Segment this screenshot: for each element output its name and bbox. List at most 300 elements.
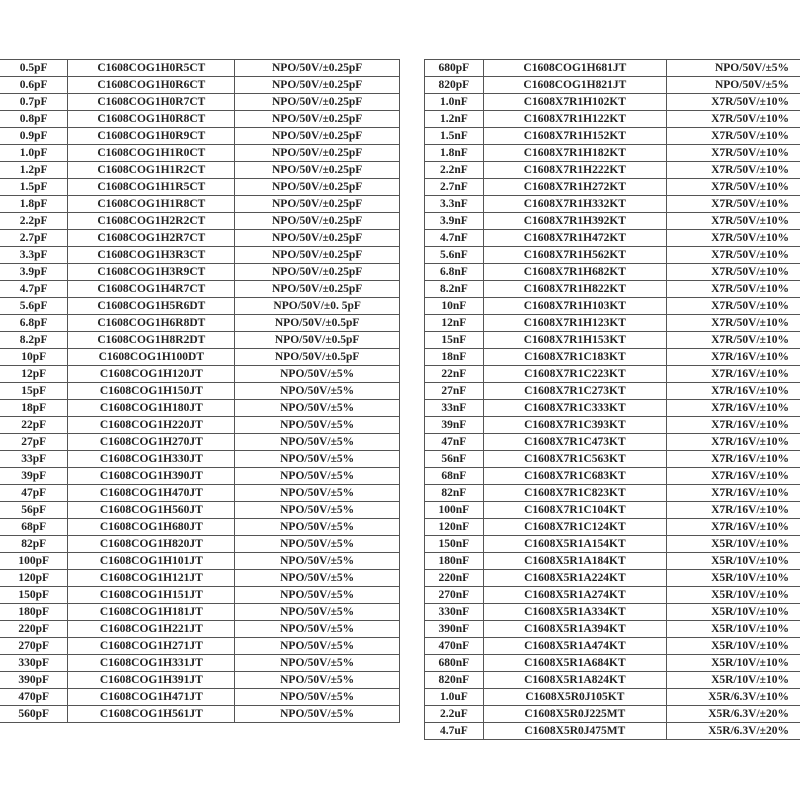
table-row — [0, 706, 400, 723]
spec-cell: X7R/16V/±10% — [667, 417, 800, 434]
capacitance-cell: 1.2pF — [0, 162, 68, 179]
capacitance-cell: 2.2pF — [0, 213, 68, 230]
capacitance-cell: 1.5nF — [425, 128, 484, 145]
capacitance-cell: 100pF — [0, 553, 68, 570]
spec-cell: NPO/50V/±5% — [235, 706, 400, 723]
table-row — [0, 417, 400, 434]
spec-cell: NPO/50V/±5% — [235, 570, 400, 587]
part-number-cell: C1608X5R1A474KT — [483, 638, 666, 655]
table-row — [425, 315, 800, 332]
part-number-cell: C1608COG1H4R7CT — [68, 281, 235, 298]
spec-cell: NPO/50V/±5% — [235, 672, 400, 689]
capacitance-cell: 33pF — [0, 451, 68, 468]
spec-cell: X5R/10V/±10% — [667, 604, 800, 621]
spec-cell: NPO/50V/±5% — [667, 77, 800, 94]
part-number-cell: C1608COG1H561JT — [68, 706, 235, 723]
capacitance-cell: 5.6pF — [0, 298, 68, 315]
table-row — [0, 77, 400, 94]
capacitance-cell: 22pF — [0, 417, 68, 434]
table-row — [0, 247, 400, 264]
capacitance-cell: 10nF — [425, 298, 484, 315]
spec-cell: NPO/50V/±0.5pF — [235, 349, 400, 366]
capacitance-cell: 4.7uF — [425, 723, 484, 740]
part-number-cell: C1608X7R1H152KT — [483, 128, 666, 145]
table-row — [0, 60, 400, 77]
capacitance-cell: 22nF — [425, 366, 484, 383]
table-row — [425, 587, 800, 604]
part-number-cell: C1608COG1H270JT — [68, 434, 235, 451]
part-number-cell: C1608COG1H120JT — [68, 366, 235, 383]
capacitance-cell: 120pF — [0, 570, 68, 587]
capacitance-cell: 39pF — [0, 468, 68, 485]
part-number-cell: C1608COG1H121JT — [68, 570, 235, 587]
part-number-cell: C1608COG1H0R7CT — [68, 94, 235, 111]
table-row — [425, 298, 800, 315]
spec-cell: NPO/50V/±0.25pF — [235, 247, 400, 264]
spec-cell: NPO/50V/±5% — [235, 468, 400, 485]
capacitance-cell: 12nF — [425, 315, 484, 332]
table-row — [425, 689, 800, 706]
table-row — [425, 349, 800, 366]
spec-cell: NPO/50V/±0.25pF — [235, 77, 400, 94]
part-number-cell: C1608X5R1A154KT — [483, 536, 666, 553]
capacitance-cell: 1.0nF — [425, 94, 484, 111]
table-row — [425, 638, 800, 655]
capacitance-cell: 470nF — [425, 638, 484, 655]
table-row — [425, 519, 800, 536]
part-number-cell: C1608X5R1A824KT — [483, 672, 666, 689]
part-number-cell: C1608X7R1C104KT — [483, 502, 666, 519]
capacitance-cell: 270pF — [0, 638, 68, 655]
spec-cell: NPO/50V/±5% — [235, 604, 400, 621]
spec-cell: NPO/50V/±0.25pF — [235, 94, 400, 111]
part-number-cell: C1608COG1H0R9CT — [68, 128, 235, 145]
spec-cell: X7R/50V/±10% — [667, 196, 800, 213]
capacitance-cell: 270nF — [425, 587, 484, 604]
table-row — [425, 179, 800, 196]
table-row — [425, 706, 800, 723]
table-row — [0, 570, 400, 587]
capacitance-cell: 390nF — [425, 621, 484, 638]
spec-cell: X7R/16V/±10% — [667, 383, 800, 400]
capacitance-cell: 1.8pF — [0, 196, 68, 213]
spec-cell: X7R/50V/±10% — [667, 213, 800, 230]
capacitance-cell: 0.8pF — [0, 111, 68, 128]
spec-cell: NPO/50V/±5% — [667, 60, 800, 77]
table-row — [425, 281, 800, 298]
spec-cell: X7R/16V/±10% — [667, 502, 800, 519]
part-number-cell: C1608X7R1H103KT — [483, 298, 666, 315]
part-number-cell: C1608X7R1H102KT — [483, 94, 666, 111]
table-row — [0, 332, 400, 349]
capacitor-table-left — [0, 59, 400, 723]
part-number-cell: C1608COG1H391JT — [68, 672, 235, 689]
part-number-cell: C1608X7R1H392KT — [483, 213, 666, 230]
part-number-cell: C1608X7R1C223KT — [483, 366, 666, 383]
table-row — [425, 434, 800, 451]
table-row — [425, 723, 800, 740]
capacitance-cell: 1.0pF — [0, 145, 68, 162]
part-number-cell: C1608COG1H100DT — [68, 349, 235, 366]
part-number-cell: C1608X5R0J225MT — [483, 706, 666, 723]
table-row — [425, 485, 800, 502]
table-row — [0, 451, 400, 468]
capacitance-cell: 560pF — [0, 706, 68, 723]
part-number-cell: C1608COG1H3R3CT — [68, 247, 235, 264]
capacitance-cell: 330nF — [425, 604, 484, 621]
part-number-cell: C1608X7R1H123KT — [483, 315, 666, 332]
part-number-cell: C1608COG1H820JT — [68, 536, 235, 553]
part-number-cell: C1608X5R1A184KT — [483, 553, 666, 570]
capacitance-cell: 3.3nF — [425, 196, 484, 213]
part-number-cell: C1608X7R1C683KT — [483, 468, 666, 485]
part-number-cell: C1608COG1H180JT — [68, 400, 235, 417]
table-row — [0, 94, 400, 111]
spec-cell: X5R/10V/±10% — [667, 536, 800, 553]
table-row — [0, 434, 400, 451]
spec-cell: NPO/50V/±5% — [235, 621, 400, 638]
spec-cell: NPO/50V/±5% — [235, 434, 400, 451]
table-row — [425, 672, 800, 689]
spec-cell: NPO/50V/±5% — [235, 587, 400, 604]
spec-cell: X7R/16V/±10% — [667, 468, 800, 485]
part-number-cell: C1608COG1H220JT — [68, 417, 235, 434]
table-row — [0, 179, 400, 196]
capacitance-cell: 180nF — [425, 553, 484, 570]
table-row — [0, 655, 400, 672]
capacitance-cell: 0.7pF — [0, 94, 68, 111]
table-row — [425, 77, 800, 94]
spec-cell: X7R/16V/±10% — [667, 434, 800, 451]
part-number-cell: C1608COG1H271JT — [68, 638, 235, 655]
table-row — [0, 638, 400, 655]
capacitance-cell: 0.5pF — [0, 60, 68, 77]
table-row — [0, 383, 400, 400]
table-row — [425, 230, 800, 247]
part-number-cell: C1608X5R1A394KT — [483, 621, 666, 638]
table-row — [425, 366, 800, 383]
capacitance-cell: 150nF — [425, 536, 484, 553]
spec-cell: X5R/6.3V/±20% — [667, 723, 800, 740]
capacitance-cell: 3.9pF — [0, 264, 68, 281]
capacitance-cell: 15nF — [425, 332, 484, 349]
capacitance-cell: 0.9pF — [0, 128, 68, 145]
spec-cell: NPO/50V/±0. 5pF — [235, 298, 400, 315]
spec-cell: X7R/16V/±10% — [667, 519, 800, 536]
part-number-cell: C1608COG1H390JT — [68, 468, 235, 485]
capacitance-cell: 120nF — [425, 519, 484, 536]
capacitance-cell: 0.6pF — [0, 77, 68, 94]
spec-cell: NPO/50V/±0.25pF — [235, 264, 400, 281]
part-number-cell: C1608X7R1H682KT — [483, 264, 666, 281]
spec-cell: NPO/50V/±5% — [235, 638, 400, 655]
part-number-cell: C1608X7R1C273KT — [483, 383, 666, 400]
part-number-cell: C1608COG1H8R2DT — [68, 332, 235, 349]
part-number-cell: C1608X7R1H222KT — [483, 162, 666, 179]
spec-cell: NPO/50V/±5% — [235, 502, 400, 519]
table-row — [0, 553, 400, 570]
capacitance-cell: 27nF — [425, 383, 484, 400]
part-number-cell: C1608X5R1A684KT — [483, 655, 666, 672]
table-row — [425, 145, 800, 162]
capacitance-cell: 47nF — [425, 434, 484, 451]
capacitance-cell: 6.8nF — [425, 264, 484, 281]
spec-cell: NPO/50V/±0.5pF — [235, 315, 400, 332]
part-number-cell: C1608COG1H0R6CT — [68, 77, 235, 94]
part-number-cell: C1608X7R1H272KT — [483, 179, 666, 196]
spec-cell: X7R/50V/±10% — [667, 179, 800, 196]
table-row — [0, 485, 400, 502]
spec-cell: X7R/16V/±10% — [667, 400, 800, 417]
part-number-cell: C1608X5R1A224KT — [483, 570, 666, 587]
table-row — [0, 604, 400, 621]
part-number-cell: C1608COG1H1R0CT — [68, 145, 235, 162]
table-row — [425, 162, 800, 179]
part-number-cell: C1608X7R1C333KT — [483, 400, 666, 417]
table-row — [425, 536, 800, 553]
part-number-cell: C1608COG1H1R5CT — [68, 179, 235, 196]
spec-cell: X7R/16V/±10% — [667, 349, 800, 366]
capacitance-cell: 68nF — [425, 468, 484, 485]
part-number-cell: C1608COG1H0R5CT — [68, 60, 235, 77]
table-row — [425, 128, 800, 145]
part-number-cell: C1608COG1H821JT — [483, 77, 666, 94]
capacitance-cell: 330pF — [0, 655, 68, 672]
table-row — [425, 60, 800, 77]
part-number-cell: C1608X7R1C473KT — [483, 434, 666, 451]
spec-cell: X5R/10V/±10% — [667, 638, 800, 655]
part-number-cell: C1608COG1H3R9CT — [68, 264, 235, 281]
spec-cell: NPO/50V/±0.25pF — [235, 128, 400, 145]
spec-cell: NPO/50V/±0.25pF — [235, 111, 400, 128]
table-row — [0, 196, 400, 213]
spec-cell: X7R/16V/±10% — [667, 451, 800, 468]
table-row — [425, 247, 800, 264]
part-number-cell: C1608X7R1H332KT — [483, 196, 666, 213]
table-row — [0, 162, 400, 179]
table-row — [0, 111, 400, 128]
capacitance-cell: 4.7nF — [425, 230, 484, 247]
capacitance-cell: 15pF — [0, 383, 68, 400]
part-number-cell: C1608COG1H681JT — [483, 60, 666, 77]
spec-cell: X5R/6.3V/±10% — [667, 689, 800, 706]
part-number-cell: C1608COG1H1R8CT — [68, 196, 235, 213]
capacitance-cell: 2.2nF — [425, 162, 484, 179]
table-row — [0, 400, 400, 417]
capacitance-cell: 220pF — [0, 621, 68, 638]
table-row — [425, 332, 800, 349]
table-row — [0, 502, 400, 519]
spec-cell: X7R/50V/±10% — [667, 247, 800, 264]
table-row — [0, 298, 400, 315]
capacitance-cell: 820nF — [425, 672, 484, 689]
capacitance-cell: 56nF — [425, 451, 484, 468]
part-number-cell: C1608X5R0J105KT — [483, 689, 666, 706]
part-number-cell: C1608COG1H1R2CT — [68, 162, 235, 179]
capacitance-cell: 220nF — [425, 570, 484, 587]
table-row — [0, 366, 400, 383]
spec-cell: X5R/10V/±10% — [667, 655, 800, 672]
table-row — [425, 400, 800, 417]
table-row — [0, 349, 400, 366]
capacitance-cell: 82pF — [0, 536, 68, 553]
table-row — [0, 315, 400, 332]
capacitance-cell: 100nF — [425, 502, 484, 519]
table-row — [0, 519, 400, 536]
table-row — [0, 587, 400, 604]
table-row — [425, 111, 800, 128]
spec-cell: X7R/50V/±10% — [667, 281, 800, 298]
spec-cell: X7R/50V/±10% — [667, 145, 800, 162]
capacitance-cell: 6.8pF — [0, 315, 68, 332]
part-number-cell: C1608COG1H6R8DT — [68, 315, 235, 332]
spec-cell: X7R/50V/±10% — [667, 162, 800, 179]
table-row — [0, 213, 400, 230]
spec-cell: X7R/50V/±10% — [667, 94, 800, 111]
capacitance-cell: 5.6nF — [425, 247, 484, 264]
spec-cell: X7R/50V/±10% — [667, 298, 800, 315]
part-number-cell: C1608COG1H5R6DT — [68, 298, 235, 315]
capacitance-cell: 56pF — [0, 502, 68, 519]
capacitor-table-right — [424, 59, 800, 740]
capacitance-cell: 18nF — [425, 349, 484, 366]
spec-cell: NPO/50V/±0.25pF — [235, 230, 400, 247]
part-number-cell: C1608X7R1H153KT — [483, 332, 666, 349]
spec-cell: NPO/50V/±5% — [235, 536, 400, 553]
table-row — [0, 689, 400, 706]
capacitance-cell: 2.2uF — [425, 706, 484, 723]
spec-cell: X5R/6.3V/±20% — [667, 706, 800, 723]
table-row — [0, 128, 400, 145]
capacitance-cell: 8.2nF — [425, 281, 484, 298]
capacitance-cell: 39nF — [425, 417, 484, 434]
spec-cell: NPO/50V/±5% — [235, 553, 400, 570]
spec-cell: NPO/50V/±0.25pF — [235, 145, 400, 162]
spec-cell: NPO/50V/±5% — [235, 689, 400, 706]
spec-cell: NPO/50V/±0.25pF — [235, 179, 400, 196]
part-number-cell: C1608X7R1C183KT — [483, 349, 666, 366]
part-number-cell: C1608COG1H150JT — [68, 383, 235, 400]
capacitance-cell: 150pF — [0, 587, 68, 604]
table-row — [425, 383, 800, 400]
capacitance-cell: 2.7pF — [0, 230, 68, 247]
table-row — [425, 570, 800, 587]
spec-cell: NPO/50V/±5% — [235, 366, 400, 383]
table-row — [425, 213, 800, 230]
capacitance-cell: 8.2pF — [0, 332, 68, 349]
capacitance-cell: 2.7nF — [425, 179, 484, 196]
table-row — [425, 417, 800, 434]
spec-cell: NPO/50V/±0.25pF — [235, 60, 400, 77]
spec-cell: NPO/50V/±5% — [235, 485, 400, 502]
spec-cell: NPO/50V/±5% — [235, 383, 400, 400]
capacitance-cell: 680nF — [425, 655, 484, 672]
table-row — [425, 94, 800, 111]
part-number-cell: C1608COG1H560JT — [68, 502, 235, 519]
part-number-cell: C1608COG1H471JT — [68, 689, 235, 706]
capacitance-cell: 27pF — [0, 434, 68, 451]
spec-cell: NPO/50V/±5% — [235, 417, 400, 434]
spec-cell: NPO/50V/±5% — [235, 655, 400, 672]
part-number-cell: C1608X7R1H562KT — [483, 247, 666, 264]
capacitance-cell: 1.5pF — [0, 179, 68, 196]
part-number-cell: C1608COG1H331JT — [68, 655, 235, 672]
capacitance-cell: 470pF — [0, 689, 68, 706]
part-number-cell: C1608COG1H221JT — [68, 621, 235, 638]
spec-cell: X7R/16V/±10% — [667, 485, 800, 502]
part-number-cell: C1608X7R1C124KT — [483, 519, 666, 536]
part-number-cell: C1608X5R1A334KT — [483, 604, 666, 621]
spec-cell: X5R/10V/±10% — [667, 587, 800, 604]
part-number-cell: C1608COG1H151JT — [68, 587, 235, 604]
part-number-cell: C1608X7R1C823KT — [483, 485, 666, 502]
capacitance-cell: 1.8nF — [425, 145, 484, 162]
table-row — [0, 230, 400, 247]
spec-cell: X5R/10V/±10% — [667, 570, 800, 587]
part-number-cell: C1608X7R1C563KT — [483, 451, 666, 468]
part-number-cell: C1608COG1H2R7CT — [68, 230, 235, 247]
capacitance-cell: 1.0uF — [425, 689, 484, 706]
part-number-cell: C1608X5R1A274KT — [483, 587, 666, 604]
part-number-cell: C1608X5R0J475MT — [483, 723, 666, 740]
table-row — [0, 672, 400, 689]
spec-cell: X7R/50V/±10% — [667, 315, 800, 332]
capacitance-cell: 12pF — [0, 366, 68, 383]
table-row — [425, 502, 800, 519]
capacitance-cell: 3.3pF — [0, 247, 68, 264]
capacitance-cell: 820pF — [425, 77, 484, 94]
part-number-cell: C1608X7R1H472KT — [483, 230, 666, 247]
table-row — [425, 604, 800, 621]
spec-cell: X7R/50V/±10% — [667, 264, 800, 281]
capacitance-cell: 180pF — [0, 604, 68, 621]
spec-cell: NPO/50V/±0.5pF — [235, 332, 400, 349]
capacitance-cell: 18pF — [0, 400, 68, 417]
spec-cell: X5R/10V/±10% — [667, 621, 800, 638]
table-row — [425, 468, 800, 485]
table-row — [425, 553, 800, 570]
spec-cell: NPO/50V/±0.25pF — [235, 213, 400, 230]
capacitance-cell: 68pF — [0, 519, 68, 536]
part-number-cell: C1608COG1H0R8CT — [68, 111, 235, 128]
table-row — [425, 655, 800, 672]
capacitance-cell: 390pF — [0, 672, 68, 689]
spec-cell: X5R/10V/±10% — [667, 553, 800, 570]
table-row — [0, 536, 400, 553]
part-number-cell: C1608X7R1H182KT — [483, 145, 666, 162]
part-number-cell: C1608COG1H330JT — [68, 451, 235, 468]
spec-cell: X7R/50V/±10% — [667, 230, 800, 247]
part-number-cell: C1608COG1H470JT — [68, 485, 235, 502]
table-row — [0, 281, 400, 298]
table-row — [425, 451, 800, 468]
part-number-cell: C1608COG1H680JT — [68, 519, 235, 536]
table-row — [425, 621, 800, 638]
table-row — [425, 264, 800, 281]
table-row — [425, 196, 800, 213]
table-row — [0, 468, 400, 485]
part-number-cell: C1608X7R1H122KT — [483, 111, 666, 128]
part-number-cell: C1608X7R1C393KT — [483, 417, 666, 434]
spec-cell: NPO/50V/±5% — [235, 400, 400, 417]
table-row — [0, 145, 400, 162]
spec-cell: X7R/50V/±10% — [667, 111, 800, 128]
part-number-cell: C1608COG1H101JT — [68, 553, 235, 570]
spec-cell: X7R/50V/±10% — [667, 332, 800, 349]
capacitance-cell: 4.7pF — [0, 281, 68, 298]
capacitance-cell: 33nF — [425, 400, 484, 417]
spec-cell: X5R/10V/±10% — [667, 672, 800, 689]
